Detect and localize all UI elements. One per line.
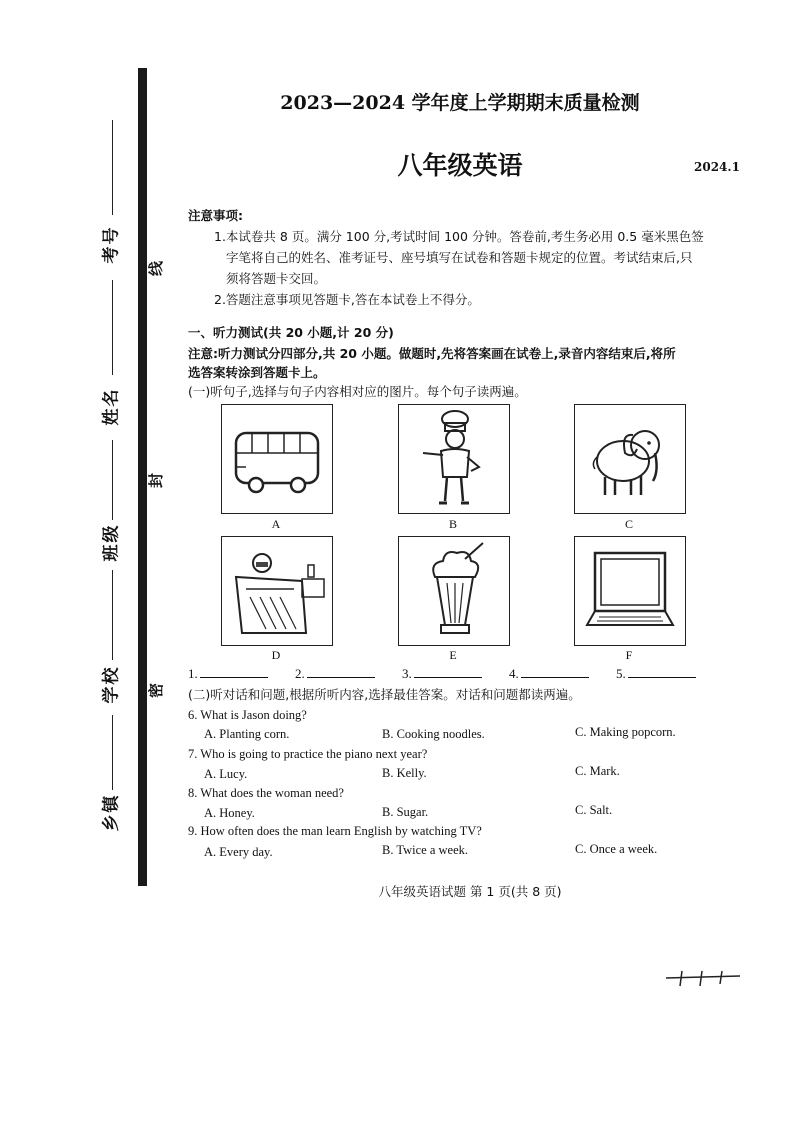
exam-title: 2023—2024 学年度上学期期末质量检测 [280, 92, 640, 114]
question-9-option-c[interactable]: C. Once a week. [575, 842, 658, 856]
subject-title: 八年级英语 [397, 151, 523, 180]
question-8: 8. What does the woman need? [188, 786, 344, 800]
question-6-option-b[interactable]: B. Cooking noodles. [382, 727, 485, 741]
picture-label-e: E [449, 648, 457, 662]
notice-item1-line3: 须将答题卡交回。 [226, 271, 327, 286]
question-8-option-c[interactable]: C. Salt. [575, 803, 613, 817]
notice-item1-line2: 字笔将自己的姓名、准考证号、座号填写在试卷和答题卡规定的位置。考试结束后,只 [226, 250, 693, 265]
question-7-option-a[interactable]: A. Lucy. [204, 767, 248, 781]
town-line [112, 715, 113, 790]
answer-blank-3[interactable] [402, 666, 482, 682]
class-label: 班级 [101, 523, 122, 562]
answer-blank-number: 4. [509, 666, 519, 681]
picture-a [221, 404, 333, 514]
exam-date: 2024.1 [694, 160, 740, 174]
milkshake-icon [399, 537, 509, 645]
picture-c [574, 404, 686, 514]
picture-d [221, 536, 333, 646]
question-8-option-a[interactable]: A. Honey. [204, 806, 255, 820]
question-9-option-a[interactable]: A. Every day. [204, 845, 273, 859]
notice-item1-line1: 1.本试卷共 8 页。满分 100 分,考试时间 100 分钟。答卷前,考生务必用 0.5 毫米黑色签 [214, 229, 704, 244]
question-6: 6. What is Jason doing? [188, 708, 307, 722]
answer-blank-4[interactable] [509, 666, 589, 682]
notice-heading: 注意事项: [188, 208, 243, 223]
class-line [112, 440, 113, 520]
part1-title: (一)听句子,选择与句子内容相对应的图片。每个句子读两遍。 [188, 384, 527, 399]
elephant-icon [575, 405, 685, 513]
answer-blank-1[interactable] [188, 666, 268, 682]
answer-blank-number: 3. [402, 666, 412, 681]
question-9: 9. How often does the man learn English by watching TV? [188, 824, 482, 838]
seal-char-feng: 封 [147, 472, 166, 489]
school-line [112, 570, 113, 660]
section1-note-line2: 选答案转涂到答题卡上。 [188, 365, 326, 380]
answer-blank-5[interactable] [616, 666, 696, 682]
question-6-option-c[interactable]: C. Making popcorn. [575, 725, 676, 739]
notice-item2: 2.答题注意事项见答题卡,答在本试卷上不得分。 [214, 292, 480, 307]
school-label: 学校 [101, 665, 122, 704]
bus-icon [222, 405, 332, 513]
pen-mark-scribble [664, 968, 744, 990]
laptop-icon [575, 537, 685, 645]
chef-icon [399, 405, 509, 513]
kaohao-line [112, 120, 113, 215]
picture-label-c: C [624, 517, 633, 531]
question-7-option-b[interactable]: B. Kelly. [382, 766, 427, 780]
sick-in-bed-icon [222, 537, 332, 645]
kaohao-label: 考号 [101, 225, 122, 264]
name-line [112, 280, 113, 375]
picture-label-d: D [271, 648, 281, 662]
picture-e [398, 536, 510, 646]
answer-blank-number: 2. [295, 666, 305, 681]
picture-label-b: B [448, 517, 457, 531]
seal-char-mi: 密 [147, 682, 166, 699]
name-label: 姓名 [101, 387, 122, 426]
answer-blank-number: 1. [188, 666, 198, 681]
question-6-option-a[interactable]: A. Planting corn. [204, 727, 290, 741]
section1-note-line1: 注意:听力测试分四部分,共 20 小题。做题时,先将答案画在试卷上,录音内容结束后,将所 [188, 346, 676, 361]
question-7-option-c[interactable]: C. Mark. [575, 764, 620, 778]
question-9-option-b[interactable]: B. Twice a week. [382, 843, 469, 857]
section1-title: 一、听力测试(共 20 小题,计 20 分) [188, 325, 394, 340]
page-footer: 八年级英语试题 第 1 页(共 8 页) [378, 884, 562, 899]
question-7: 7. Who is going to practice the piano next year? [188, 747, 428, 761]
part2-title: (二)听对话和问题,根据所听内容,选择最佳答案。对话和问题都读两遍。 [188, 687, 581, 702]
picture-label-f: F [625, 648, 633, 662]
question-8-option-b[interactable]: B. Sugar. [382, 805, 429, 819]
picture-b [398, 404, 510, 514]
picture-label-a: A [271, 517, 281, 531]
answer-blank-number: 5. [616, 666, 626, 681]
town-label: 乡镇 [101, 793, 122, 832]
seal-char-xian: 线 [147, 260, 166, 277]
picture-f [574, 536, 686, 646]
answer-blank-2[interactable] [295, 666, 375, 682]
